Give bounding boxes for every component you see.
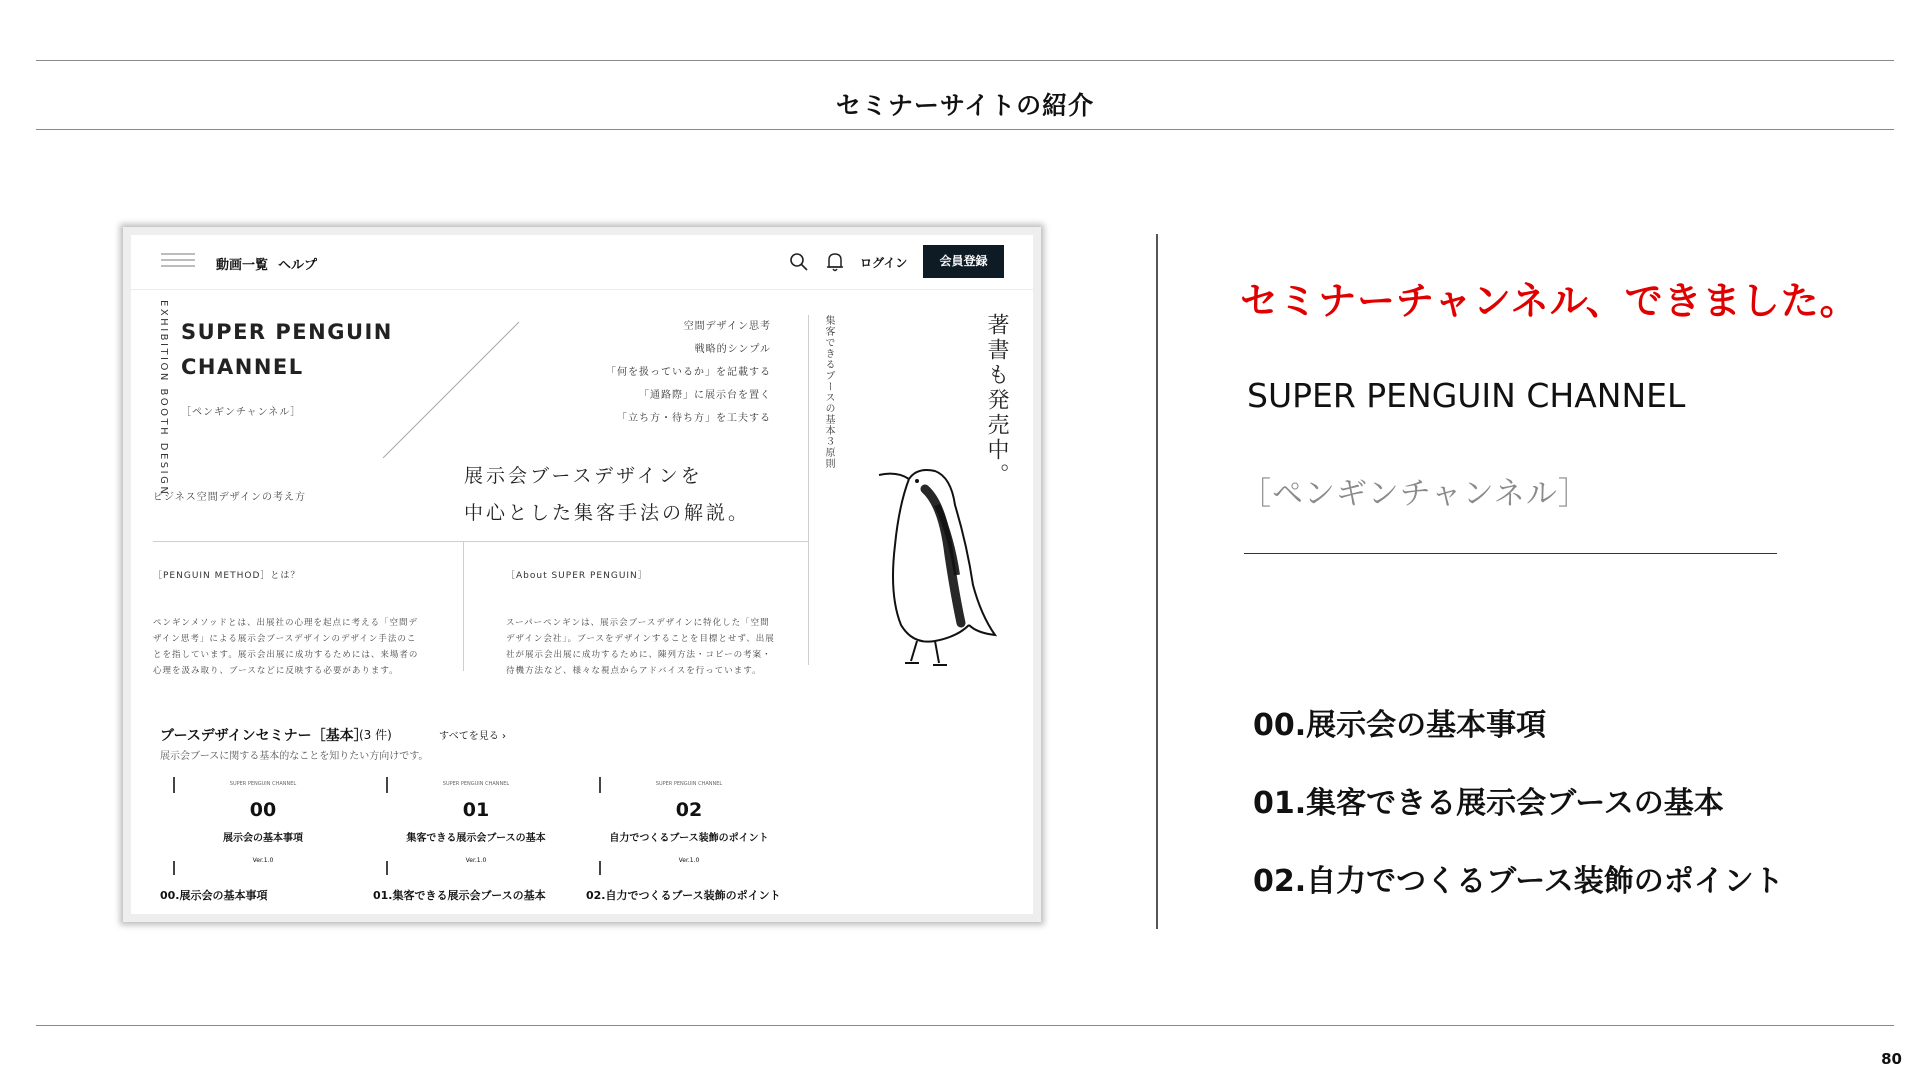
site-brand: SUPER PENGUIN CHANNEL [181, 320, 393, 379]
nav-videos-link[interactable]: 動画一覧 [216, 258, 269, 273]
channel-name: SUPER PENGUIN CHANNEL [1247, 376, 1686, 415]
site-header [131, 235, 1033, 290]
column-divider [463, 541, 464, 671]
book-callout: 著書も発売中。 [984, 313, 1009, 488]
seminar-item: 01.集客できる展示会ブースの基本 [1253, 786, 1724, 821]
see-all-link[interactable]: すべてを見る › [439, 731, 506, 742]
method-body: ペンギンメソッドとは、出展社の心理を起点に考える「空間デザイン思考」による展示会ブースデザインのデザイン手法のことを指しています。展示会出展に成功するためには、来場者の心理を汲み取り、ブースなどに反映する必要があります。 [153, 618, 419, 676]
about-body: スーパーペンギンは、展示会ブースデザインに特化した「空間デザイン会社」。ブースをデザインすることを目標とせず、出展社が展示会出展に成功するために、陳列方法・コピーの考案・待機方法など、様々な視点からアドバイスを行っています。 [506, 618, 775, 676]
vertical-jp-text: 集客できるブースの基本３原則 [823, 315, 834, 469]
announcement-headline: セミナーチャンネル、できました。 [1240, 279, 1859, 323]
site-brand-sub: ［ペンギンチャンネル］ [181, 407, 302, 418]
about-title: ［About SUPER PENGUIN］ [506, 571, 648, 581]
site-logo[interactable] [161, 253, 195, 273]
site-headline: 展示会ブースデザインを 中心とした集客手法の解説。 [464, 465, 751, 524]
seminar-card-01[interactable]: SUPER PENGUIN CHANNEL 01 集客できる展示会ブースの基本 Ver.1.0 [386, 777, 566, 877]
content-rule [153, 541, 808, 542]
title-rule [36, 129, 1894, 130]
search-icon[interactable] [789, 252, 809, 272]
seminar-section-desc: 展示会ブースに関する基本的なことを知りたい方向けです。 [160, 751, 429, 762]
channel-name-jp: ［ペンギンチャンネル］ [1240, 476, 1590, 512]
seminar-card-00-label[interactable]: 00.展示会の基本事項 [160, 889, 268, 902]
method-list: 空間デザイン思考 戦略的シンプル 「何を扱っているか」を記載する 「通路際」に展示台を置く 「立ち方・待ち方」を工夫する [606, 321, 771, 424]
top-rule [36, 60, 1894, 61]
slide-title: セミナーサイトの紹介 [835, 91, 1095, 120]
seminar-item: 00.展示会の基本事項 [1253, 708, 1547, 743]
penguin-illustration [877, 465, 1007, 680]
seminar-section-count: (3 件) [359, 728, 392, 742]
site-tagline: ビジネス空間デザインの考え方 [153, 492, 306, 503]
bottom-rule [36, 1025, 1894, 1026]
seminar-card-02[interactable]: SUPER PENGUIN CHANNEL 02 自力でつくるブース装飾のポイント Ver.1.0 [599, 777, 779, 877]
seminar-section-title: ブースデザインセミナー［基本］ [160, 728, 368, 744]
seminar-item: 02.自力でつくるブース装飾のポイント [1253, 864, 1784, 899]
login-link[interactable]: ログイン [860, 256, 908, 270]
vertical-divider [808, 315, 809, 665]
seminar-card-01-label[interactable]: 01.集客できる展示会ブースの基本 [373, 889, 546, 902]
method-title: ［PENGUIN METHOD］とは？ [153, 571, 301, 581]
website-screenshot: 動画一覧 ヘルプ ログイン 会員登録 EXHIBITION BOOTH DESIGN SUPER PENGUIN CHANNEL ［ペンギンチャンネル］ ビジネス空間デザインの考え方 空間デザイン思考 戦略的シンプル 「何を扱っているか」を記載する 「通路際」に展示台を置く 「立ち方・待ち方」を工夫する 展示会ブースデザインを 中心とした集客手法の解説。 集客できるブースの基本３原則 著書も発売中。 ［PENGUIN METHOD］とは？ ペンギンメソッドとは、出展社の心理を起点に考える「空間デザイン思考」による展示会ブースデザインのデザイン手法のことを指しています。展示会出展に成功するためには、来場者の心理を汲み取り、ブースなどに反映する必要があります。 ［About SUPER PENGUIN］ スーパーペンギンは、展示会ブースデザインに特化した「空間デザイン会社」。ブースをデザインすることを目標とせず、出展社が展示会出展に成功するために、陳列方法・コピーの考案・待機方法など、様々な視点からアドバイスを行っています。 ブースデザインセミナー［基本］ (3 件) すべてを見る › 展示会ブースに関する基本的なことを知りたい方向けです。 SUPER PENGUIN CHANNEL 00 展示会の基本事項 Ver.1.0 00.展示会の基本事項 SUPER PENGUIN CHANNEL 01 集客できる展示会ブースの基本 Ver.1.0 01.集客できる展示会ブースの基本 SUPER PENGUIN CHANNEL 02 自力でつくるブース装飾のポイント Ver.1.0 02.自力でつくるブース装飾のポイント [123, 227, 1041, 922]
seminar-card-00[interactable]: SUPER PENGUIN CHANNEL 00 展示会の基本事項 Ver.1.0 [173, 777, 353, 877]
nav-help-link[interactable]: ヘルプ [278, 258, 318, 273]
diagonal-line [381, 320, 521, 460]
seminar-card-02-label[interactable]: 02.自力でつくるブース装飾のポイント [586, 889, 781, 902]
bell-icon[interactable] [825, 251, 845, 273]
page-number: 80 [1881, 1050, 1902, 1068]
section-divider [1156, 234, 1158, 929]
register-button[interactable]: 会員登録 [923, 245, 1004, 278]
channel-rule [1244, 553, 1777, 554]
